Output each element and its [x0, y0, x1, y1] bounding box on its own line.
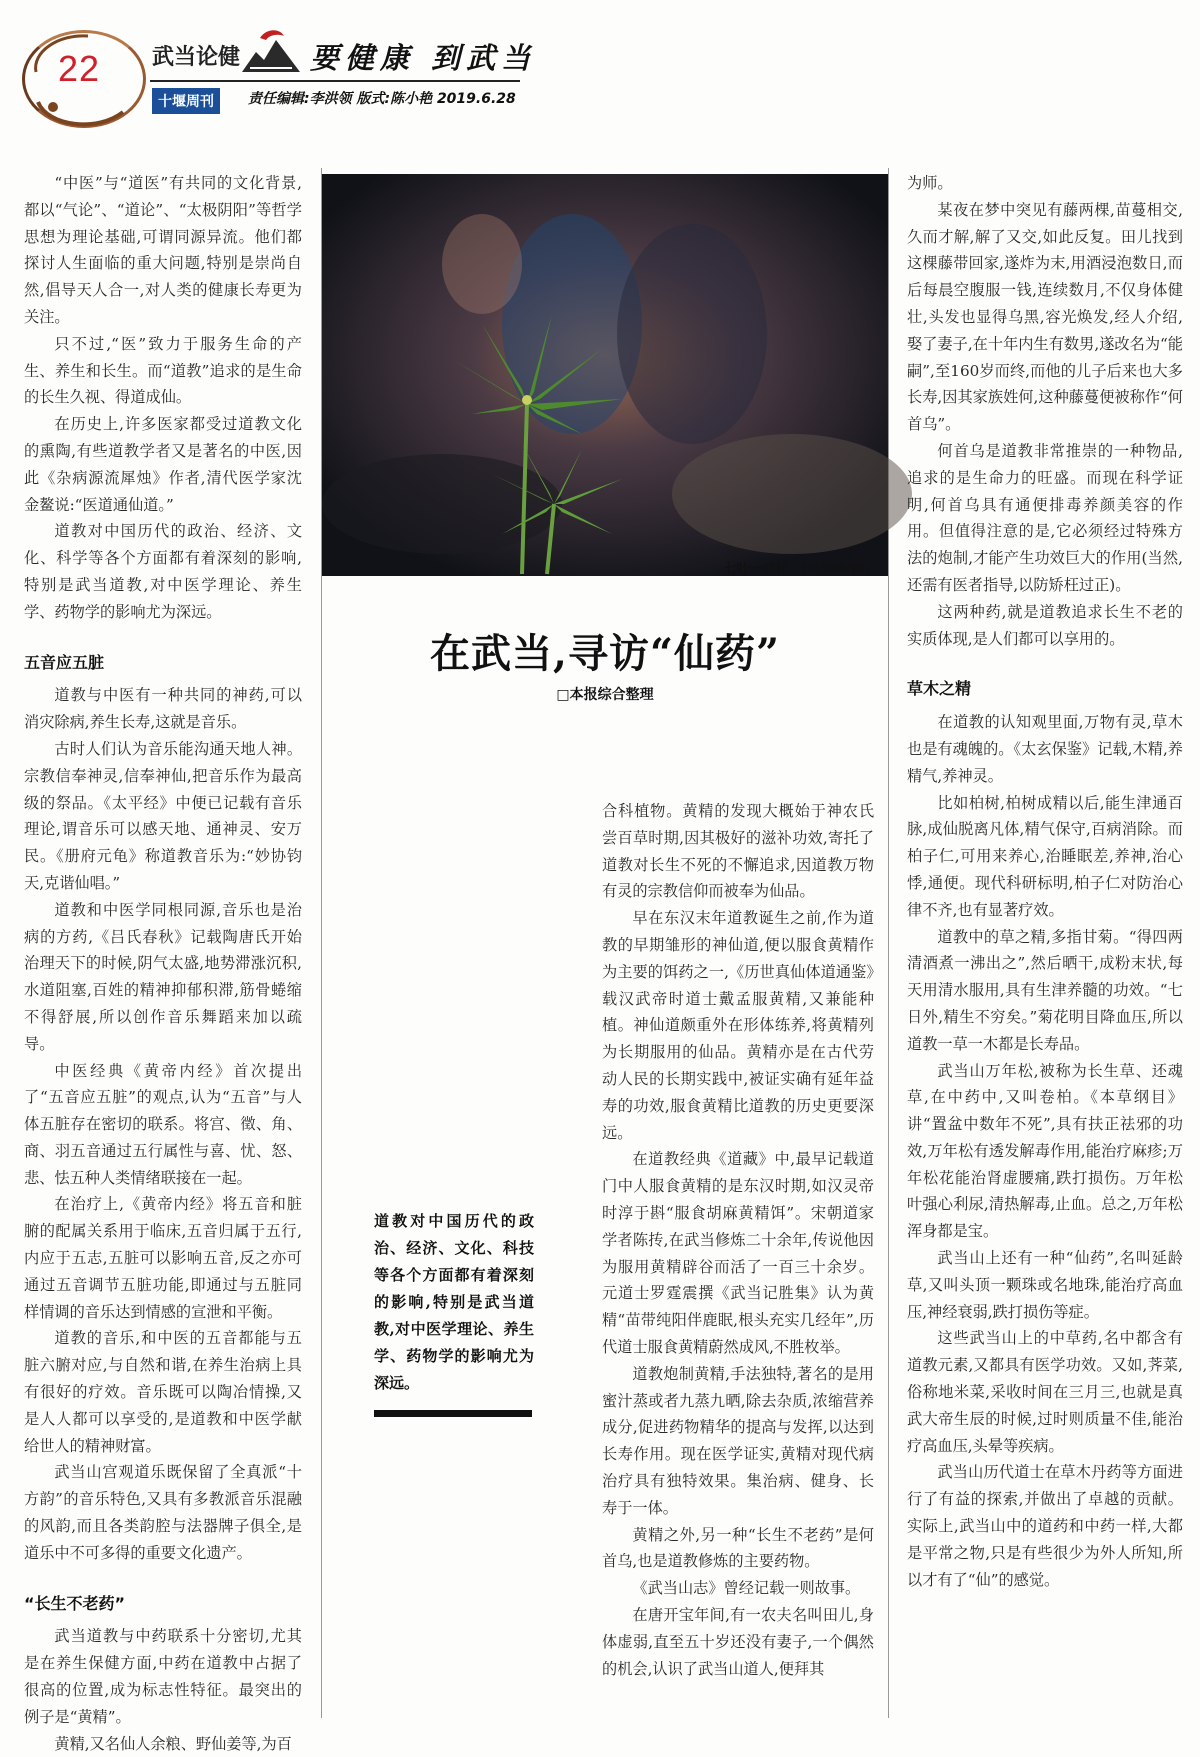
section-title: 武当论健 — [152, 45, 241, 70]
column-divider — [888, 168, 889, 1718]
wudang-mountain-emblem-icon — [240, 22, 302, 80]
section-heading: 五音应五脏 — [24, 652, 105, 672]
paragraph: 何首乌是道教非常推崇的一种物品,追求的是生命力的旺盛。而现在科学证明,何首乌具有通便排毒养颜美容的作用。但值得注意的是,它必须经过特殊方法的炮制,才能产生功效巨大的作用(当然,还需有医者指导,以防矫枉过正)。 — [907, 441, 1183, 594]
paragraph: 这两种药,就是道教追求长生不老的实质体现,是人们都可以享用的。 — [907, 602, 1183, 648]
paragraph: 古时人们认为音乐能沟通天地人神。宗教信奉神灵,信奉神仙,把音乐作为最高级的祭品。《太平经》中便已记载有音乐理论,谓音乐可以感天地、通神灵、安万民。《册府元龟》称道教音乐为:“妙协钧天,克谐仙唱。” — [24, 739, 302, 892]
paragraph: 道教的音乐,和中医的五音都能与五脏六腑对应,与自然和谐,在养生治病上具有很好的疗效。音乐既可以陶冶情操,又是人人都可以享受的,是道教和中医学献给世人的精神财富。 — [24, 1329, 302, 1455]
section-heading: “长生不老药” — [24, 1593, 126, 1613]
paragraph: 在道教的认知观里面,万物有灵,草木也是有魂魄的。《太玄保鉴》记载,木精,养精气,养神灵。 — [907, 713, 1183, 785]
pull-quote: 道教对中国历代的政治、经济、文化、科技等各个方面都有着深刻的影响,特别是武当道教,对中医学理论、养生学、药物学的影响尤为深远。 — [374, 1212, 534, 1392]
article-photo — [322, 174, 888, 576]
paragraph: “中医”与“道医”有共同的文化背景,都以“气论”、“道论”、“太极阴阳”等哲学思想为理论基础,可谓同源异流。他们都探讨人生面临的重大问题,特别是崇尚自然,倡导天人合一,对人类的健康长寿更为关注。 — [24, 174, 302, 326]
paragraph: 黄精之外,另一种“长生不老药”是何首乌,也是道教修炼的主要药物。 — [602, 1525, 874, 1571]
pull-quote-bar — [374, 1410, 532, 1417]
article-headline: 在武当,寻访“仙药” — [430, 630, 780, 677]
section-heading: 草木之精 — [907, 679, 972, 699]
paragraph: 合科植物。黄精的发现大概始于神农氏尝百草时期,因其极好的滋补功效,寄托了道教对长生不死的不懈追求,因道教万物有灵的宗教信仰而被奉为仙品。 — [602, 802, 874, 901]
photo-caption: 七叶一枝花。(范学锋/图) — [723, 562, 870, 577]
paragraph: 在唐开宝年间,有一农夫名叫田儿,身体虚弱,直至五十岁还没有妻子,一个偶然的机会,认识了武当山道人,便拜其 — [602, 1605, 874, 1678]
article-column-1 — [24, 170, 302, 1753]
page-number: 22 — [58, 48, 101, 89]
paragraph: 武当山宫观道乐既保留了全真派“十方韵”的音乐特色,又具有多教派音乐混融的风韵,而且各类韵腔与法器牌子俱全,是道乐中不可多得的重要文化遗产。 — [24, 1463, 302, 1562]
paper-badge: 十堰周刊 — [152, 88, 220, 114]
article-column-3 — [602, 798, 874, 1718]
paragraph: 武当山历代道士在草木丹药等方面进行了有益的探索,并做出了卓越的贡献。实际上,武当山中的道药和中药一样,大都是平常之物,只是有些很少为外人所知,所以才有了“仙”的感觉。 — [907, 1463, 1183, 1589]
slogan: 要健康 到武当 — [310, 41, 537, 75]
article-column-4 — [907, 170, 1183, 1718]
paragraph: 早在东汉末年道教诞生之前,作为道教的早期雏形的神仙道,便以服食黄精作为主要的饵药之一,《历世真仙体道通鉴》载汉武帝时道士戴孟服黄精,又兼能种植。神仙道颇重外在形体练养,将黄精列为长期服用的仙品。黄精亦是在古代劳动人民的长期实践中,被证实确有延年益寿的功效,服食黄精比道教的历史更要深远。 — [602, 909, 874, 1142]
article-byline: □本报综合整理 — [556, 687, 654, 703]
paragraph: 在道教经典《道藏》中,最早记载道门中人服食黄精的是东汉时期,如汉灵帝时淳于斟“服食胡麻黄精饵”。宋朝道家学者陈抟,在武当修炼二十余年,传说他因为服用黄精辟谷而活了一百三十余岁。元道士罗霆震撰《武当记胜集》认为黄精“苗带纯阳伴鹿眠,根头充实几经年”,历代道士服食黄精蔚然成风,不胜枚举。 — [602, 1150, 874, 1356]
herb-plant-image — [322, 174, 888, 576]
paragraph: 道教与中医有一种共同的神药,可以消灾除病,养生长寿,这就是音乐。 — [24, 686, 302, 732]
paragraph: 《武当山志》曾经记载一则故事。 — [632, 1579, 861, 1598]
paragraph: 黄精,又名仙人余粮、野仙姜等,为百 — [54, 1734, 292, 1753]
paragraph: 比如柏树,柏树成精以后,能生津通百脉,成仙脱离凡体,精气保守,百病消除。而柏子仁,可用来养心,治睡眠差,养神,治心悸,通便。现代科研标明,柏子仁对防治心律不齐,也有显著疗效。 — [907, 793, 1183, 919]
paragraph: 为师。 — [907, 174, 953, 192]
paragraph: 武当山上还有一种“仙药”,名叫延龄草,又叫头顶一颗珠或名地珠,能治疗高血压,神经衰弱,跌打损伤等症。 — [907, 1249, 1183, 1321]
paragraph: 在治疗上,《黄帝内经》将五音和脏腑的配属关系用于临床,五音归属于五行,内应于五志,五脏可以影响五音,反之亦可通过五音调节五脏功能,即通过与五脏同样情调的音乐达到情感的宣泄和平衡。 — [24, 1195, 302, 1321]
paragraph: 只不过,“医”致力于服务生命的产生、养生和长生。而“道教”追求的是生命的长生久视、得道成仙。 — [24, 334, 302, 407]
paragraph: 道教和中医学同根同源,音乐也是治病的方药,《吕氏春秋》记载陶唐氏开始治理天下的时候,阴气太盛,地势滞涨沉积,水道阻塞,百姓的精神抑郁积滞,筋骨蜷缩不得舒展,所以创作音乐舞蹈来加以疏导。 — [24, 900, 302, 1053]
paragraph: 中医经典《黄帝内经》首次提出了“五音应五脏”的观点,认为“五音”与人体五脏存在密切的联系。将宫、徵、角、商、羽五音通过五行属性与喜、忧、怒、悲、怯五种人类情绪联接在一起。 — [24, 1061, 302, 1187]
paragraph: 这些武当山上的中草药,名中都含有道教元素,又都具有医学功效。又如,荠菜,俗称地米菜,采收时间在三月三,也就是真武大帝生辰的时候,过时则质量不佳,能治疗高血压,头晕等疾病。 — [907, 1329, 1183, 1455]
header-rule — [150, 80, 520, 82]
paragraph: 武当山万年松,被称为长生草、还魂草,在中药中,又叫卷柏。《本草纲目》讲“置盆中数年不死”,具有扶正祛邪的功效,万年松有透发解毒作用,能治疗麻疹;万年松花能治肾虚腰痛,跌打损伤。万年松叶强心利尿,清热解毒,止血。总之,万年松浑身都是宝。 — [907, 1061, 1183, 1241]
paragraph: 道教炮制黄精,手法独特,著名的是用蜜汁蒸或者九蒸九晒,除去杂质,浓缩营养成分,促进药物精华的提高与发挥,以达到长寿作用。现在医学证实,黄精对现代病治疗具有独特效果。集治病、健身、长寿于一体。 — [602, 1364, 874, 1517]
editor-line: 责任编辑:李洪领 版式:陈小艳 2019.6.28 — [248, 91, 516, 107]
paragraph: 道教中的草之精,多指甘菊。“得四两清酒煮一沸出之”,然后晒干,成粉末状,每天用清水服用,具有生津养髓的功效。“七日外,精生不穷矣。”菊花明目降血压,所以道教一草一木都是长寿品。 — [907, 927, 1183, 1053]
paragraph: 武当道教与中药联系十分密切,尤其是在养生保健方面,中药在道教中占据了很高的位置,成为标志性特征。最突出的例子是“黄精”。 — [24, 1627, 302, 1726]
paragraph: 某夜在梦中突见有藤两棵,苗蔓相交,久而才解,解了又交,如此反复。田儿找到这棵藤带回家,遂炸为末,用酒浸泡数日,而后每晨空腹服一钱,连续数月,不仅身体健壮,头发也显得乌黑,容光焕发,经人介绍,娶了妻子,在十年内生有数男,遂改名为“能嗣”,至160岁而终,而他的儿子后来也大多长寿,因其家族姓何,这种藤蔓便被称作“何首乌”。 — [907, 200, 1183, 434]
paragraph: 在历史上,许多医家都受过道教文化的熏陶,有些道教学者又是著名的中医,因此《杂病源流犀烛》作者,清代医学家沈金鳌说:“医道通仙道。” — [24, 415, 302, 514]
paragraph: 道教对中国历代的政治、经济、文化、科学等各个方面都有着深刻的影响,特别是武当道教,对中医学理论、养生学、药物学的影响尤为深远。 — [24, 522, 302, 621]
